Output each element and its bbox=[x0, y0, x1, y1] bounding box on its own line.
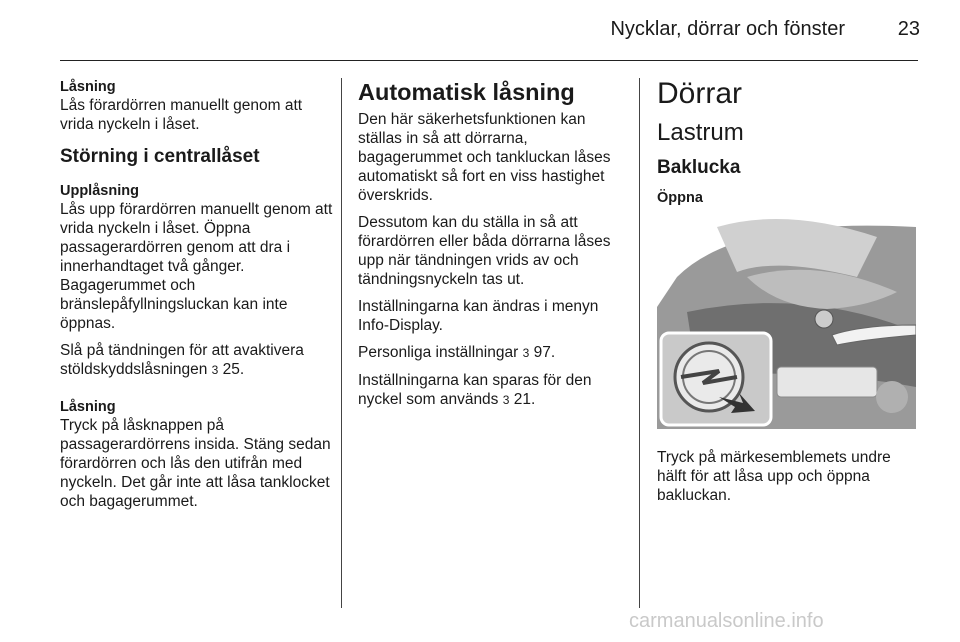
automatisk-p4: Personliga inställningar 3 97. bbox=[358, 344, 556, 361]
page-ref[interactable]: 21. bbox=[513, 391, 536, 408]
column-left bbox=[60, 78, 335, 519]
watermark: carmanualsonline.info bbox=[629, 610, 824, 632]
lasning2-heading: Låsning bbox=[60, 399, 116, 415]
dorrar-heading: Dörrar bbox=[657, 77, 743, 110]
header-rule bbox=[60, 60, 918, 61]
column-right bbox=[657, 78, 920, 513]
automatisk-p2: Dessutom kan du ställa in så att förardörren eller båda dörrarna låses upp när tändningen vrids av och tändningsnyckeln tas ut. bbox=[358, 214, 611, 288]
automatisk-lasning-heading: Automatisk låsning bbox=[358, 79, 575, 105]
tailgate-emblem-illustration bbox=[657, 217, 916, 429]
lasning-heading: Låsning bbox=[60, 79, 116, 95]
page-ref[interactable]: 97. bbox=[533, 344, 556, 361]
automatisk-p3: Inställningarna kan ändras i menyn Info-Display. bbox=[358, 298, 599, 334]
storning-heading: Störning i centrallåset bbox=[60, 146, 260, 167]
lasning-text: Lås förardörren manuellt genom att vrida nyckeln i låset. bbox=[60, 97, 303, 133]
lasning2-text: Tryck på låsknappen på passagerardörrens insida. Stäng sedan förardörren och lås den utifrån med nyckeln. Det går inte att låsa tanklocket och bagagerummet. bbox=[60, 417, 331, 510]
page-number: 23 bbox=[897, 18, 920, 40]
page-header-title: Nycklar, dörrar och fönster bbox=[610, 18, 845, 40]
upplasning-heading: Upplåsning bbox=[60, 183, 139, 199]
automatisk-p1: Den här säkerhetsfunktionen kan ställas in så att dörrarna, bagagerummet och tankluckan låses automatiskt så fort en viss hastighet överskrids. bbox=[358, 111, 611, 204]
upplasning-text: Lås upp förardörren manuellt genom att vrida nyckeln i låset. Öppna passagerardörren genom att dra i innerhandtaget två gånger. Bagagerummet och bränslepåfyllningsluckan kan inte öppnas. bbox=[60, 201, 333, 332]
figure-caption: Tryck på märkesemblemets undre hälft för att låsa upp och öppna bakluckan. bbox=[657, 449, 891, 504]
lastrum-heading: Lastrum bbox=[657, 119, 744, 146]
automatisk-p5: Inställningarna kan sparas för den nyckel som används 3 21. bbox=[358, 372, 592, 408]
baklucka-heading: Baklucka bbox=[657, 157, 741, 178]
page-ref-icon: 3 bbox=[522, 346, 530, 360]
column-divider-2 bbox=[639, 78, 640, 608]
tandning-text: Slå på tändningen för att avaktivera stöldskyddslåsningen 3 25. bbox=[60, 342, 304, 378]
page-ref[interactable]: 25. bbox=[222, 361, 245, 378]
column-middle bbox=[358, 78, 624, 418]
page-ref-icon: 3 bbox=[502, 393, 510, 407]
page-ref-icon: 3 bbox=[211, 363, 219, 377]
column-divider-1 bbox=[341, 78, 342, 608]
oppna-heading: Öppna bbox=[657, 190, 703, 206]
